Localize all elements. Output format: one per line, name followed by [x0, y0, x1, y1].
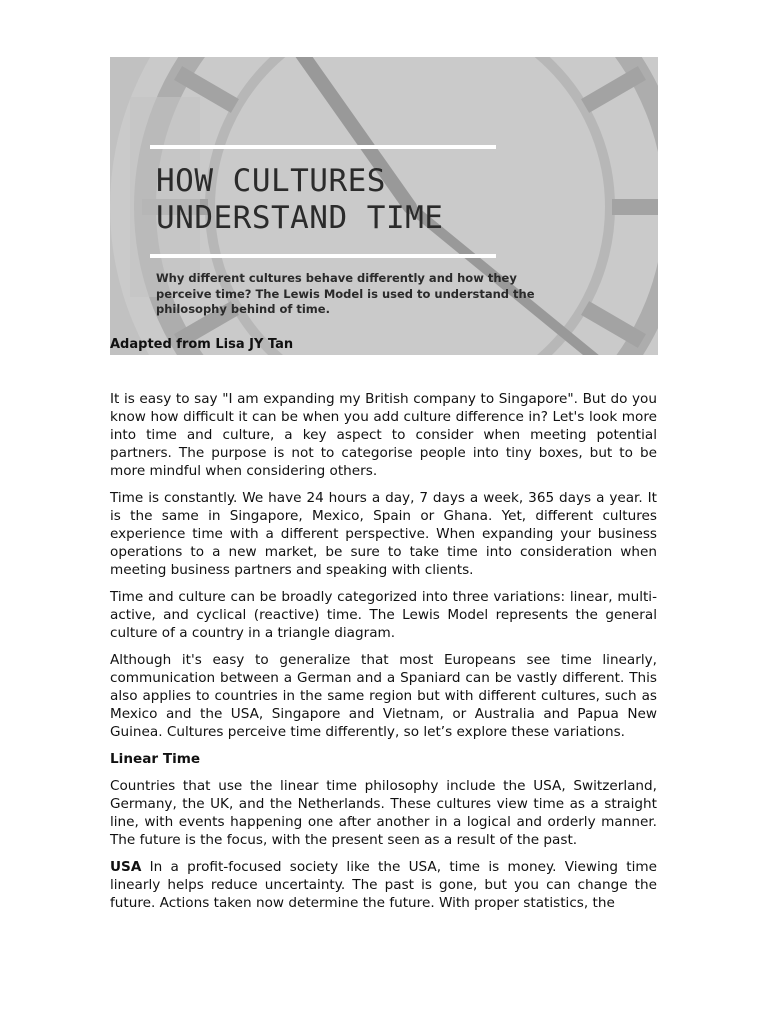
paragraph-intro: It is easy to say "I am expanding my British company to Singapore". But do you know how difficult it can be when you add culture difference in? Let's look more into time and culture, a key aspect to consider when meeting potential partners. The purpose is not to categorise people into tiny boxes, but to be more mindful when considering others.: [110, 391, 657, 479]
usa-lead: USA: [110, 859, 142, 875]
paragraph-linear: Countries that use the linear time philosophy include the USA, Switzerland, Germany, the UK, and the Netherlands. These cultures view time as a straight line, with events happening one after another in a logical and orderly manner. The future is the focus, with the present seen as a result of the past.: [110, 778, 657, 848]
banner-image: [110, 57, 658, 355]
top-rule: [150, 145, 496, 149]
heading-linear-time: Linear Time: [110, 751, 201, 767]
article-body: [110, 390, 657, 921]
paragraph-variations: Time and culture can be broadly categorized into three variations: linear, multi-active, and cyclical (reactive) time. The Lewis Model represents the general culture of a country in a triangle diagram.: [110, 589, 657, 641]
paragraph-time-constant: Time is constantly. We have 24 hours a day, 7 days a week, 365 days a year. It is the same in Singapore, Mexico, Spain or Ghana. Yet, different cultures experience time with a different perspective. When expanding your business operations to a new market, be sure to take time into consideration when meeting business partners and speaking with clients.: [110, 490, 657, 578]
bottom-rule: [150, 254, 496, 258]
paragraph-usa: [110, 858, 657, 912]
image-caption: Adapted from Lisa JY Tan: [110, 337, 294, 352]
banner-subtitle: Why different cultures behave differently and how they perceive time? The Lewis Model is used to understand the philosophy behind of time.: [156, 271, 535, 316]
usa-text: In a profit-focused society like the USA, time is money. Viewing time linearly helps reduce uncertainty. The past is gone, but you can change the future. Actions taken now determine the future. With proper statistics, the: [110, 859, 657, 911]
paragraph-europeans: Although it's easy to generalize that most Europeans see time linearly, communication between a German and a Spaniard can be vastly different. This also applies to countries in the same region but with different cultures, such as Mexico and the USA, Singapore and Vietnam, or Australia and Papua New Guinea. Cultures perceive time differently, so let’s explore these variations.: [110, 652, 657, 740]
banner-title: HOW CULTURES UNDERSTAND TIME: [156, 163, 444, 236]
